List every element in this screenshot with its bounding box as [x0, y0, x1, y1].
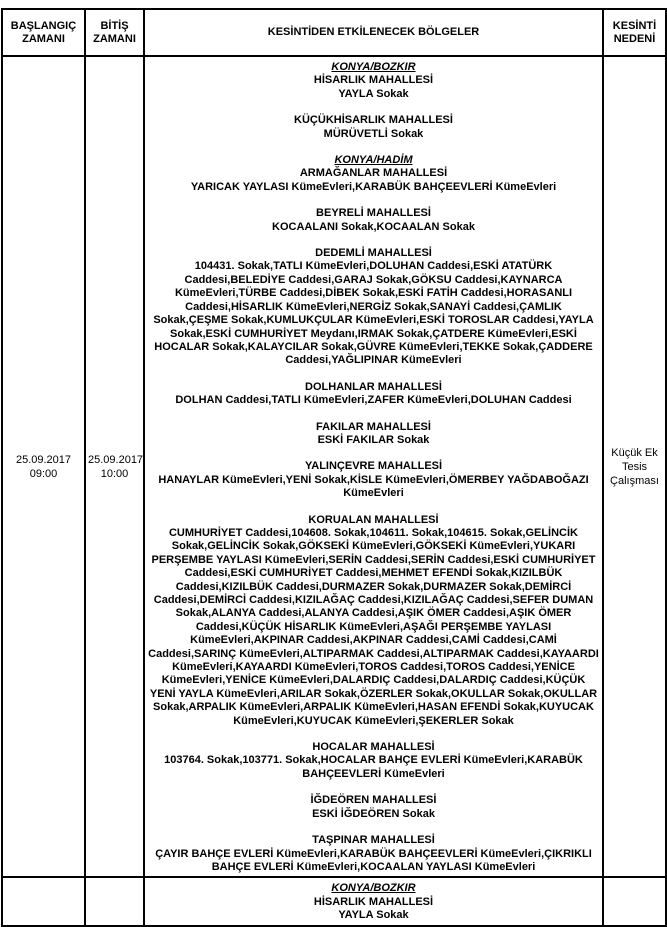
region-section	[148, 61, 599, 101]
neighborhood-title: BEYRELİ MAHALLESİ	[316, 207, 431, 220]
streets-text: ÇAYIR BAHÇE EVLERİ KümeEvleri,KARABÜK BAHÇEEVLERİ KümeEvleri,ÇIKRIKLI BAHÇE EVLERİ KümeEvleri,KOCAALAN YAYLASI KümeEvleri	[155, 847, 592, 873]
city-district-label: KONYA/BOZKIR	[331, 882, 416, 895]
streets-text: MÜRÜVETLİ Sokak	[323, 127, 424, 140]
streets-text: YAYLA Sokak	[338, 909, 409, 922]
city-district-label: KONYA/BOZKIR	[331, 61, 416, 73]
end-time-cell	[85, 56, 144, 877]
city-district-label: KONYA/HADİM	[334, 154, 413, 167]
header-row	[2, 9, 666, 56]
neighborhood-title: İĞDEÖREN MAHALLESİ	[310, 794, 437, 807]
end-hour: 10:00	[100, 467, 129, 480]
streets-text: YARICAK YAYLASI KümeEvleri,KARABÜK BAHÇEEVLERİ KümeEvleri	[190, 180, 557, 193]
streets-text: HANAYLAR KümeEvleri,YENİ Sokak,KİSLE KümeEvleri,ÖMERBEY YAĞDABOĞAZI KümeEvleri	[158, 473, 589, 500]
table-row	[2, 877, 666, 925]
outage-table-page	[0, 8, 666, 920]
table-body	[2, 56, 666, 926]
header-start-time: BAŞLANGIÇ ZAMANI	[2, 9, 85, 56]
streets-text: ESKİ İĞDEÖREN Sokak	[312, 807, 435, 820]
neighborhood-title: KORUALAN MAHALLESİ	[308, 513, 439, 526]
header-affected-regions: KESİNTİDEN ETKİLENECEK BÖLGELER	[144, 9, 603, 56]
streets-text: 103764. Sokak,103771. Sokak,HOCALAR BAHÇE EVLERİ KümeEvleri,KARABÜK BAHÇEEVLERİ KümeEvleri	[164, 754, 583, 780]
neighborhood-title: HİSARLIK MAHALLESİ	[313, 895, 434, 908]
streets-text: ESKİ FAKILAR Sokak	[317, 433, 430, 446]
table-header	[2, 9, 666, 56]
outage-reason-cell	[603, 877, 666, 925]
neighborhood-title: HİSARLIK MAHALLESİ	[313, 74, 434, 87]
end-time-cell	[85, 877, 144, 925]
region-section	[148, 741, 599, 781]
region-section	[148, 247, 599, 368]
region-section	[148, 834, 599, 874]
region-section	[148, 207, 599, 234]
neighborhood-title: DEDEMLİ MAHALLESİ	[315, 247, 432, 260]
affected-regions-cell	[144, 56, 603, 877]
outage-reason-cell: Küçük Ek Tesis Çalışması	[603, 56, 666, 877]
streets-text: 104431. Sokak,TATLI KümeEvleri,DOLUHAN Caddesi,ESKİ ATATÜRK Caddesi,BELEDİYE Caddesi,GARAJ Sokak,GÖKSU Caddesi,KAYNARCA KümeEvleri,TÜRBE Caddesi,DİBEK Sokak,ESKİ FATİH Caddesi,HORASANLI Caddesi,HİSARLIK KümeEvleri,NERGİZ Sokak,SANAYİ Caddesi,ÇAMLIK Sokak,ÇEŞME Sokak,KUMLUKÇULAR KümeEvleri,ESKİ TOROSLAR Caddesi,YAYLA Sokak,ESKİ CUMHURİYET Meydanı,IRMAK Sokak,ÇATDERE KümeEvleri,ESKİ HOCALAR Sokak,KALAYCILAR Sokak,GÜVRE KümeEvleri,TEKKE Sokak,ÇADDERE Caddesi,YAĞLIPINAR KümeEvleri	[153, 260, 594, 367]
start-time-cell	[2, 56, 85, 877]
streets-text: YAYLA Sokak	[338, 87, 409, 100]
streets-text: KOCAALANI Sokak,KOCAALAN Sokak	[272, 220, 475, 233]
region-section	[148, 381, 599, 408]
region-section	[148, 421, 599, 448]
start-hour: 09:00	[29, 467, 58, 480]
end-date: 25.09.2017	[88, 453, 144, 466]
neighborhood-title: KÜÇÜKHİSARLIK MAHALLESİ	[294, 114, 453, 127]
region-section	[148, 460, 599, 500]
outage-table	[1, 8, 667, 927]
table-row	[2, 56, 666, 877]
neighborhood-title: DOLHANLAR MAHALLESİ	[305, 380, 442, 393]
start-time-cell	[2, 877, 85, 925]
affected-regions-cell	[144, 877, 603, 925]
start-date: 25.09.2017	[15, 453, 72, 466]
neighborhood-title: TAŞPINAR MAHALLESİ	[312, 834, 435, 847]
region-section	[148, 882, 599, 922]
region-section	[148, 514, 599, 729]
streets-text: CUMHURİYET Caddesi,104608. Sokak,104611. Sokak,104615. Sokak,GELİNCİK Sokak,GELİNCİK Sokak,GÖKSEKİ KümeEvleri,GÖKSEKİ KümeEvleri,YUKARI PERŞEMBE YAYLASI KümeEvleri,SERİN Caddesi,SERİN Caddesi,ESKİ CUMHURİYET Caddesi,ESKİ CUMHURİYET Caddesi,MEHMET EFENDİ Sokak,KIZILBÜK Caddesi,KIZILBÜK Caddesi,DURMAZER Sokak,DURMAZER Sokak,DEMİRCİ Caddesi,DEMİRCİ Caddesi,KIZILAĞAÇ Caddesi,KIZILAĞAÇ Caddesi,SEFER DUMAN Sokak,ALANYA Caddesi,ALANYA Caddesi,AŞIK ÖMER Caddesi,AŞIK ÖMER Caddesi,KÜÇÜK HİSARLIK KümeEvleri,AŞAĞI PERŞEMBE YAYLASI KümeEvleri,AKPINAR Caddesi,AKPINAR Caddesi,CAMİ Caddesi,CAMİ Caddesi,SARINÇ KümeEvleri,ALTIPARMAK Caddesi,ALTIPARMAK Caddesi,KAYAARDI KümeEvleri,KAYAARDI KümeEvleri,TOROS Caddesi,TOROS Caddesi,YENİCE KümeEvleri,YENİCE KümeEvleri,DALARDIÇ Caddesi,DALARDIÇ Caddesi,KÜÇÜK YENİ YAYLA KümeEvleri,ARILAR Sokak,ÖZERLER Sokak,OKULLAR Sokak,OKULLAR Sokak,ARPALIK KümeEvleri,ARPALIK KümeEvleri,HASAN EFENDİ Sokak,KUYUCAK KümeEvleri,KUYUCAK KümeEvleri,ŞEKERLER Sokak	[148, 526, 599, 727]
streets-text: DOLHAN Caddesi,TATLI KümeEvleri,ZAFER KümeEvleri,DOLUHAN Caddesi	[175, 394, 572, 407]
header-end-time: BİTİŞ ZAMANI	[85, 9, 144, 56]
neighborhood-title: FAKILAR MAHALLESİ	[316, 420, 431, 433]
header-outage-reason: KESİNTİ NEDENİ	[603, 9, 666, 56]
region-section	[148, 154, 599, 194]
region-section	[148, 794, 599, 821]
region-section	[148, 114, 599, 141]
neighborhood-title: YALINÇEVRE MAHALLESİ	[304, 460, 443, 473]
neighborhood-title: ARMAĞANLAR MAHALLESİ	[299, 167, 448, 180]
neighborhood-title: HOCALAR MAHALLESİ	[312, 741, 435, 754]
